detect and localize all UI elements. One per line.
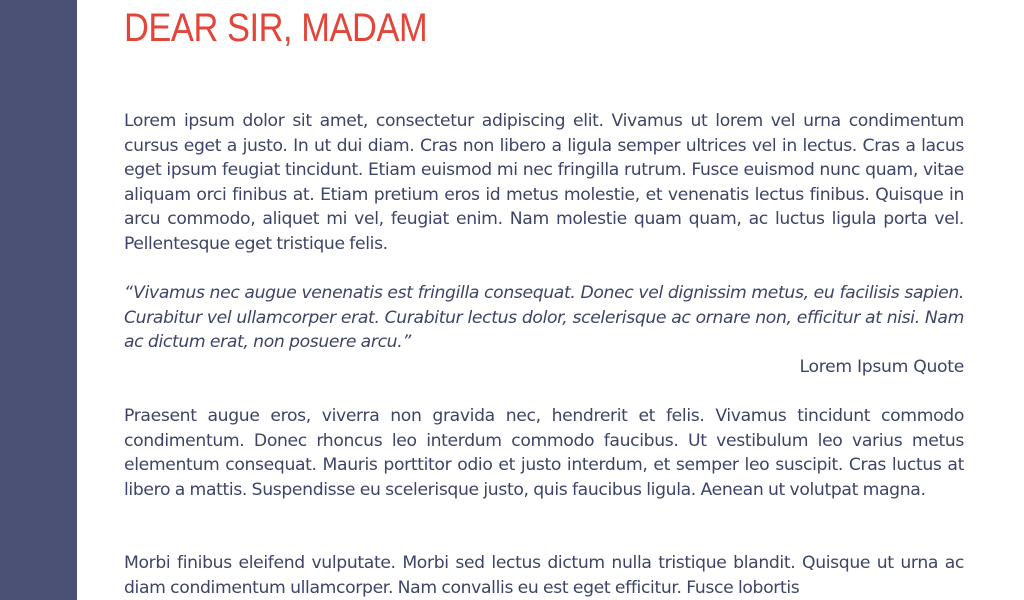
body-paragraph-3: Morbi finibus eleifend vulputate. Morbi sed lectus dictum nulla tristique blandit. Quisque ut urna ac diam condimentum ullamcorper. Nam convallis eu est eget efficitur. Fusce lobortis — [124, 553, 964, 598]
body-paragraph-1: Lorem ipsum dolor sit amet, consectetur adipiscing elit. Vivamus ut lorem vel urna condimentum cursus eget a justo. In ut dui diam. Cras non libero a ligula semper ultrices vel in lectus. Cras a lacus eget ipsum feugiat tincidunt. Etiam euismod mi nec fringilla rutrum. Fusce euismod nunc quam, vitae aliquam orci finibus at. Etiam pretium eros id metus molestie, et venenatis lectus finibus. Quisque in arcu commodo, aliquet mi vel, feugiat enim. Nam molestie quam quam, ac luctus ligula porta vel. Pellentesque eget tristique felis. — [124, 111, 964, 254]
quote-attribution: Lorem Ipsum Quote — [799, 357, 964, 377]
block-quote: “Vivamus nec augue venenatis est fringilla consequat. Donec vel dignissim metus, eu facilisis sapien. Curabitur vel ullamcorper erat. Curabitur lectus dolor, scelerisque ac ornare non, efficitur at nisi. Nam ac dictum erat, non posuere arcu.” — [124, 283, 964, 352]
body-paragraph-2: Praesent augue eros, viverra non gravida nec, hendrerit et felis. Vivamus tincidunt commodo condimentum. Donec rhoncus leo interdum commodo faucibus. Ut vestibulum leo varius metus elementum consequat. Mauris porttitor odio et justo interdum, et semper leo suscipit. Cras luctus at libero a mattis. Suspendisse eu scelerisque justo, quis faucibus ligula. Aenean ut volutpat magna. — [124, 406, 964, 500]
letter-heading: DEAR SIR, MADAM — [124, 6, 428, 50]
sidebar-accent-bar — [0, 0, 77, 600]
